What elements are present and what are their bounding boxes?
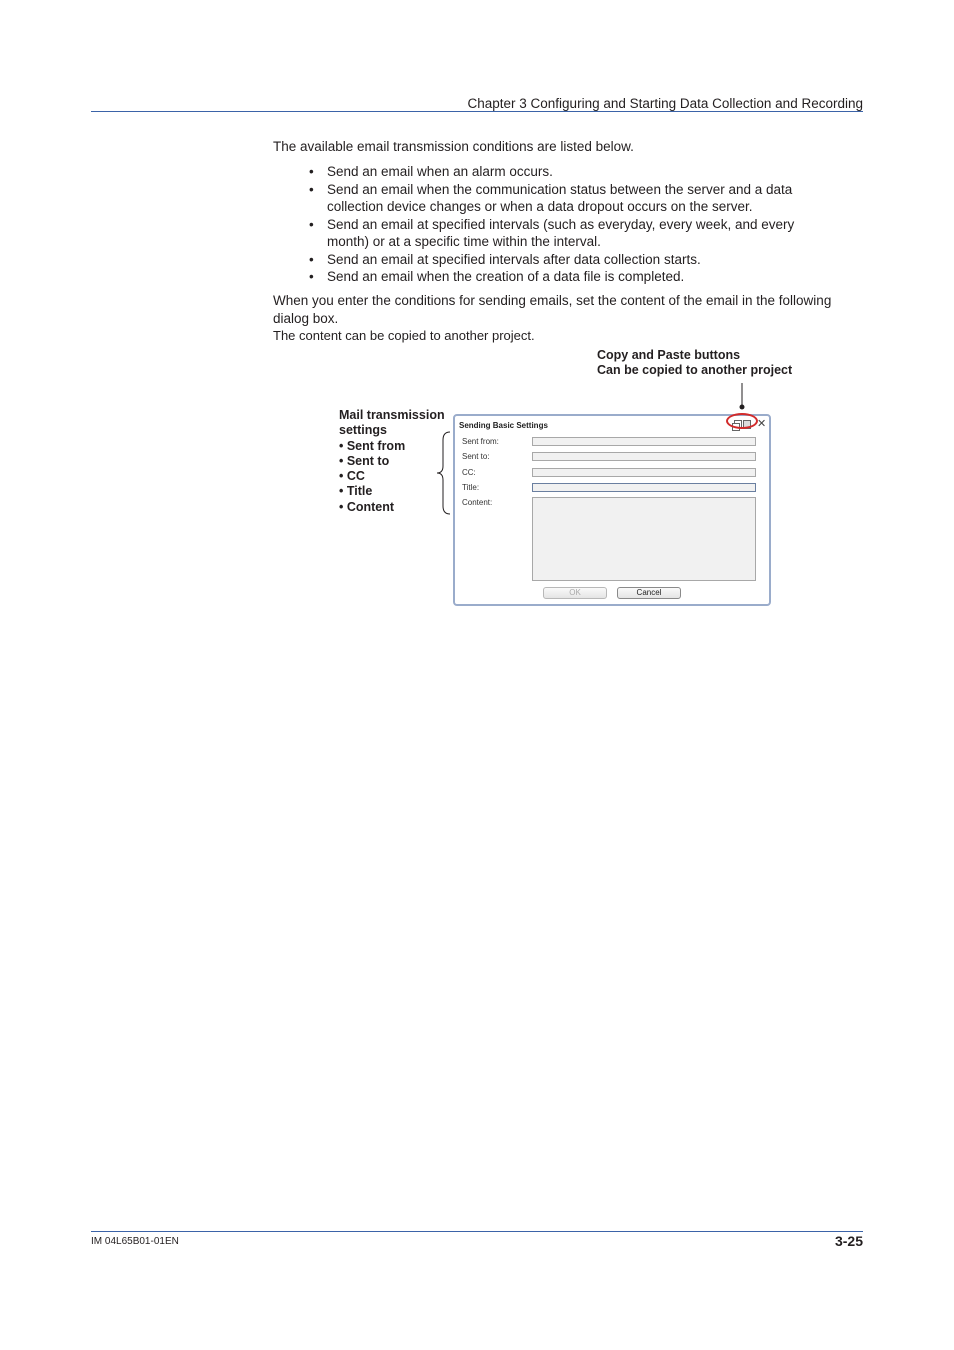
title-field[interactable] <box>532 483 756 492</box>
callout-item: • Content <box>339 499 395 514</box>
content-textarea[interactable] <box>532 497 756 581</box>
callout-item: • Title <box>339 484 373 499</box>
cc-label: CC: <box>462 468 476 477</box>
cancel-button[interactable]: Cancel <box>617 587 681 599</box>
document-id: IM 04L65B01-01EN <box>91 1236 179 1247</box>
callout-item: • Sent from <box>339 438 406 453</box>
list-item: • Send an email when an alarm occurs. <box>309 163 839 181</box>
cc-field[interactable] <box>532 468 756 477</box>
dialog-intro-paragraph: When you enter the conditions for sending emails, set the content of the email in the following dialog box. <box>273 293 832 326</box>
list-item: • Send an email when the creation of a data file is completed. <box>309 268 839 286</box>
sent-from-label: Sent from: <box>462 437 499 446</box>
sending-basic-settings-dialog <box>453 414 771 606</box>
callout-item: • CC <box>339 469 365 484</box>
copy-note-paragraph: The content can be copied to another project. <box>273 328 535 343</box>
callout-line: Can be copied to another project <box>597 363 793 378</box>
sent-to-label: Sent to: <box>462 452 490 461</box>
list-item: • Send an email at specified intervals (such as everyday, every week, and every month) or at a specific time within the interval. <box>309 216 839 251</box>
list-item: • Send an email at specified intervals after data collection starts. <box>309 251 839 269</box>
callout-line: settings <box>339 423 387 438</box>
ok-button[interactable]: OK <box>543 587 607 599</box>
copy-leader-dot <box>740 405 745 410</box>
callout-item: • Sent to <box>339 453 390 468</box>
sent-to-field[interactable] <box>532 452 756 461</box>
settings-brace <box>437 432 450 514</box>
list-item: • Send an email when the communication status between the server and a data collection device changes or when a data dropout occurs on the server. <box>309 181 839 216</box>
callout-line: Copy and Paste buttons <box>597 348 741 362</box>
callout-line: Mail transmission <box>339 408 445 422</box>
footer-rule <box>91 1231 863 1232</box>
intro-paragraph: The available email transmission conditions are listed below. <box>273 139 634 154</box>
copy-paste-highlight <box>726 413 758 429</box>
dialog-title: Sending Basic Settings <box>459 421 548 430</box>
sent-from-field[interactable] <box>532 437 756 446</box>
close-icon[interactable]: ✕ <box>757 418 767 430</box>
content-label: Content: <box>462 498 493 507</box>
chapter-header: Chapter 3 Configuring and Starting Data Collection and Recording <box>467 96 863 111</box>
title-label: Title: <box>462 483 480 492</box>
page-number: 3-25 <box>834 1233 863 1249</box>
